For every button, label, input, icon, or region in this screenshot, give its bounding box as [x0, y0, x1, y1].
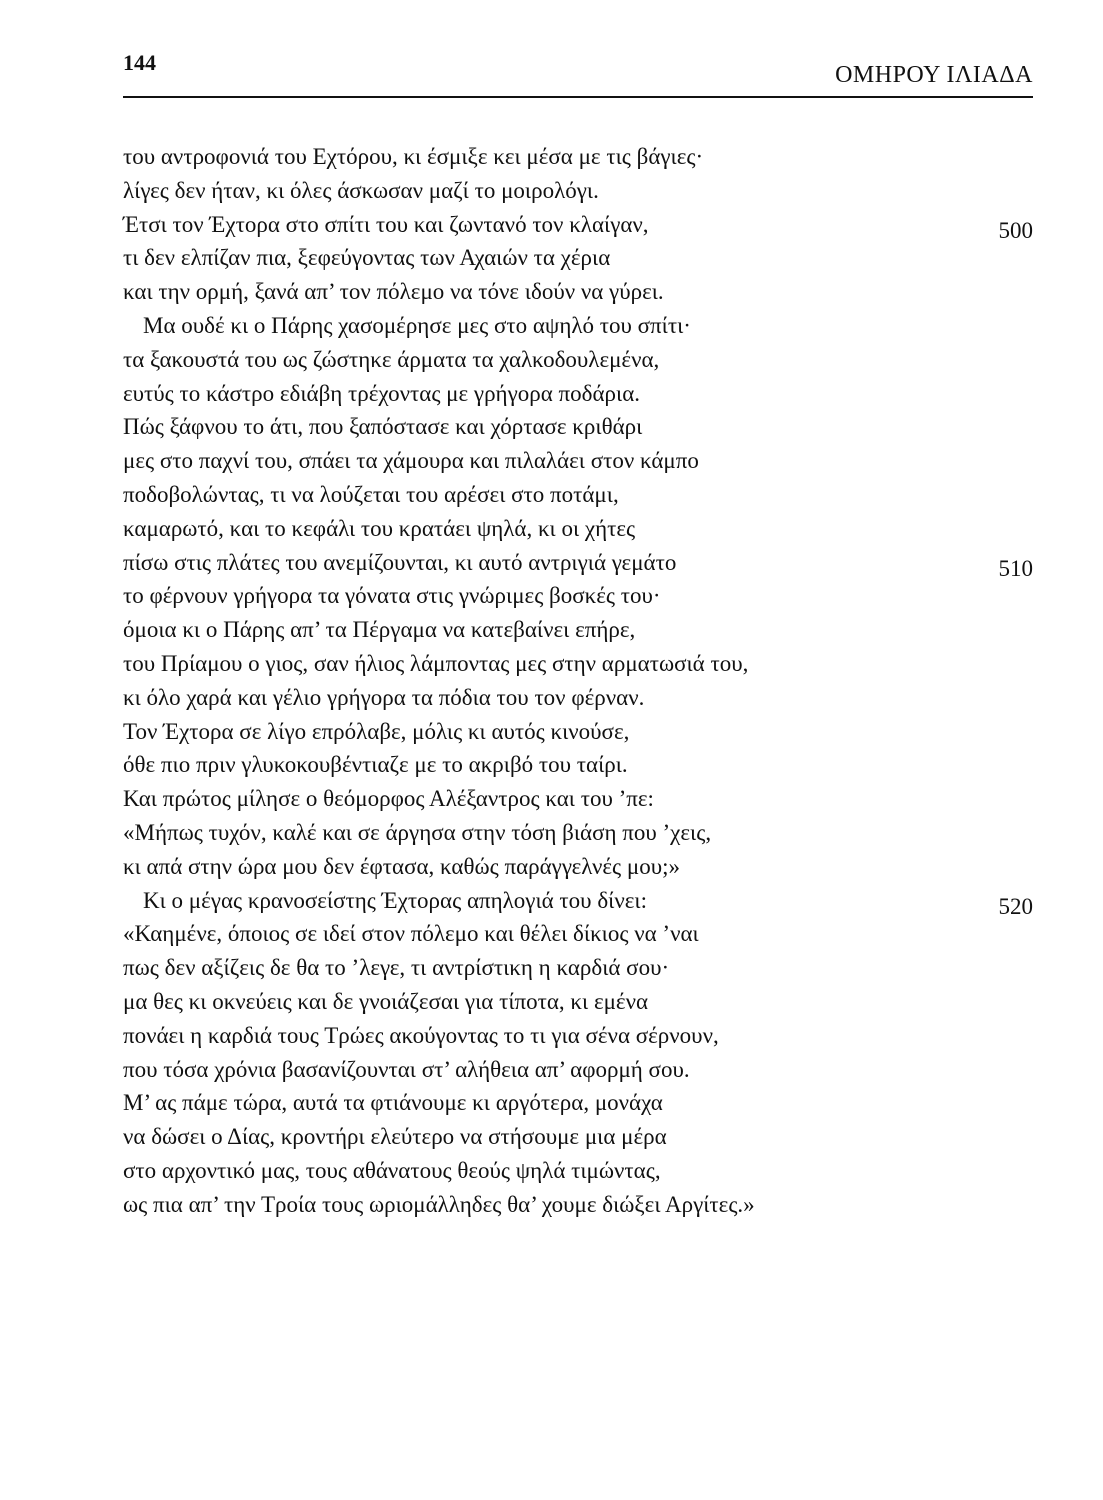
- verse-line: [123, 782, 1033, 816]
- verse-line: [123, 613, 1033, 647]
- verse-line: [123, 579, 1033, 613]
- verse-text: «Καημένε, όποιος σε ιδεί στον πόλεμο και θέλει δίκιος να ’ναι: [123, 921, 699, 947]
- verse-text: ως πια απ’ την Τροία τους ωριομάλληδες θα’ χουμε διώξει Αργίτες.»: [123, 1191, 755, 1217]
- verse-text: το φέρνουν γρήγορα τα γόνατα στις γνώριμες βοσκές του·: [123, 583, 661, 609]
- verse-line: [123, 1019, 1033, 1053]
- verse-text: κι όλο χαρά και γέλιο γρήγορα τα πόδια του τον φέρναν.: [123, 684, 645, 710]
- verse-line: [123, 917, 1033, 951]
- verse-text: Έτσι τον Έχτορα στο σπίτι του και ζωντανό τον κλαίγαν,: [123, 211, 649, 237]
- verse-line-number: 510: [998, 555, 1033, 581]
- verse-line: [123, 748, 1033, 782]
- verse-text: μα θες κι οκνεύεις και δε γνοιάζεσαι για τίποτα, κι εμένα: [123, 988, 649, 1014]
- verse-line: [123, 174, 1033, 208]
- verse-text: όμοια κι ο Πάρης απ’ τα Πέργαμα να κατεβαίνει επήρε,: [123, 617, 636, 643]
- verse-text: πονάει η καρδιά τους Τρώες ακούγοντας το τι για σένα σέρνουν,: [123, 1022, 719, 1048]
- verse-line: [123, 1120, 1033, 1154]
- verse-text: Τον Έχτορα σε λίγο επρόλαβε, μόλις κι αυτός κινούσε,: [123, 718, 630, 744]
- verse-text: κι απά στην ώρα μου δεν έφτασα, καθώς παράγγελνές μου;»: [123, 853, 680, 879]
- poem-text: [123, 140, 1033, 1222]
- verse-text: στο αρχοντικό μας, τους αθάνατους θεούς ψηλά τιμώντας,: [123, 1157, 661, 1183]
- verse-line: [123, 1154, 1033, 1188]
- verse-text: καμαρωτό, και το κεφάλι του κρατάει ψηλά, κι οι χήτες: [123, 515, 636, 541]
- running-title: ΟΜΗΡΟΥ ΙΛΙΑΔΑ: [835, 62, 1033, 88]
- verse-text: Πώς ξάφνου το άτι, που ξαπόστασε και χόρτασε κριθάρι: [123, 414, 643, 440]
- verse-line: [123, 512, 1033, 546]
- verse-text: του Πρίαμου ο γιος, σαν ήλιος λάμποντας μες στην αρματωσιά του,: [123, 650, 749, 676]
- verse-text: πως δεν αξίζεις δε θα το ’λεγε, τι αντρίστικη η καρδιά σου·: [123, 955, 670, 981]
- verse-text: μες στο παχνί του, σπάει τα χάμουρα και πιλαλάει στον κάμπο: [123, 448, 699, 474]
- verse-text: ποδοβολώντας, τι να λούζεται του αρέσει στο ποτάμι,: [123, 481, 619, 507]
- verse-line: [123, 816, 1033, 850]
- verse-text: όθε πιο πριν γλυκοκουβέντιαζε με το ακριβό του ταίρι.: [123, 752, 628, 778]
- verse-text: να δώσει ο Δίας, κροντήρι ελεύτερο να στήσουμε μια μέρα: [123, 1124, 667, 1150]
- verse-line: [123, 343, 1033, 377]
- verse-line: [123, 1188, 1033, 1222]
- verse-line: [123, 681, 1033, 715]
- page-header: [123, 46, 1033, 98]
- verse-line-number: 520: [998, 893, 1033, 919]
- verse-line: [123, 985, 1033, 1019]
- verse-text: που τόσα χρόνια βασανίζουνται στ’ αλήθεια απ’ αφορμή σου.: [123, 1056, 690, 1082]
- verse-line: [123, 715, 1033, 749]
- verse-line: [123, 309, 1033, 343]
- verse-line: [123, 241, 1033, 275]
- verse-line: [123, 208, 1033, 242]
- verse-line: [123, 850, 1033, 884]
- verse-line: [123, 410, 1033, 444]
- verse-line: [123, 1053, 1033, 1087]
- page-number: 144: [123, 50, 156, 75]
- verse-line: [123, 546, 1033, 580]
- verse-line: [123, 951, 1033, 985]
- verse-text: λίγες δεν ήταν, κι όλες άσκωσαν μαζί το μοιρολόγι.: [123, 177, 599, 203]
- verse-text: «Μήπως τυχόν, καλέ και σε άργησα στην τόση βιάση που ’χεις,: [123, 819, 712, 845]
- verse-line: [123, 377, 1033, 411]
- verse-text: Μα ουδέ κι ο Πάρης χασομέρησε μες στο αψηλό του σπίτι·: [143, 312, 691, 338]
- verse-line: [123, 1086, 1033, 1120]
- verse-text: τι δεν ελπίζαν πια, ξεφεύγοντας των Αχαιών τα χέρια: [123, 245, 611, 271]
- verse-line: [123, 275, 1033, 309]
- verse-line: [123, 140, 1033, 174]
- verse-text: Μ’ ας πάμε τώρα, αυτά τα φτιάνουμε κι αργότερα, μονάχα: [123, 1090, 663, 1116]
- verse-text: τα ξακουστά του ως ζώστηκε άρματα τα χαλκοδουλεμένα,: [123, 346, 660, 372]
- verse-line-number: 500: [998, 217, 1033, 243]
- verse-line: [123, 478, 1033, 512]
- verse-text: Κι ο μέγας κρανοσείστης Έχτορας απηλογιά του δίνει:: [143, 887, 647, 913]
- verse-text: του αντροφονιά του Εχτόρου, κι έσμιξε κει μέσα με τις βάγιες·: [123, 144, 704, 169]
- verse-text: και την ορμή, ξανά απ’ τον πόλεμο να τόνε ιδούν να γύρει.: [123, 279, 664, 305]
- verse-line: [123, 444, 1033, 478]
- verse-line: [123, 884, 1033, 918]
- verse-text: πίσω στις πλάτες του ανεμίζουνται, κι αυτό αντριγιά γεμάτο: [123, 549, 677, 575]
- verse-line: [123, 647, 1033, 681]
- verse-text: ευτύς το κάστρο εδιάβη τρέχοντας με γρήγορα ποδάρια.: [123, 380, 640, 406]
- verse-text: Και πρώτος μίλησε ο θεόμορφος Αλέξαντρος και του ’πε:: [123, 786, 654, 812]
